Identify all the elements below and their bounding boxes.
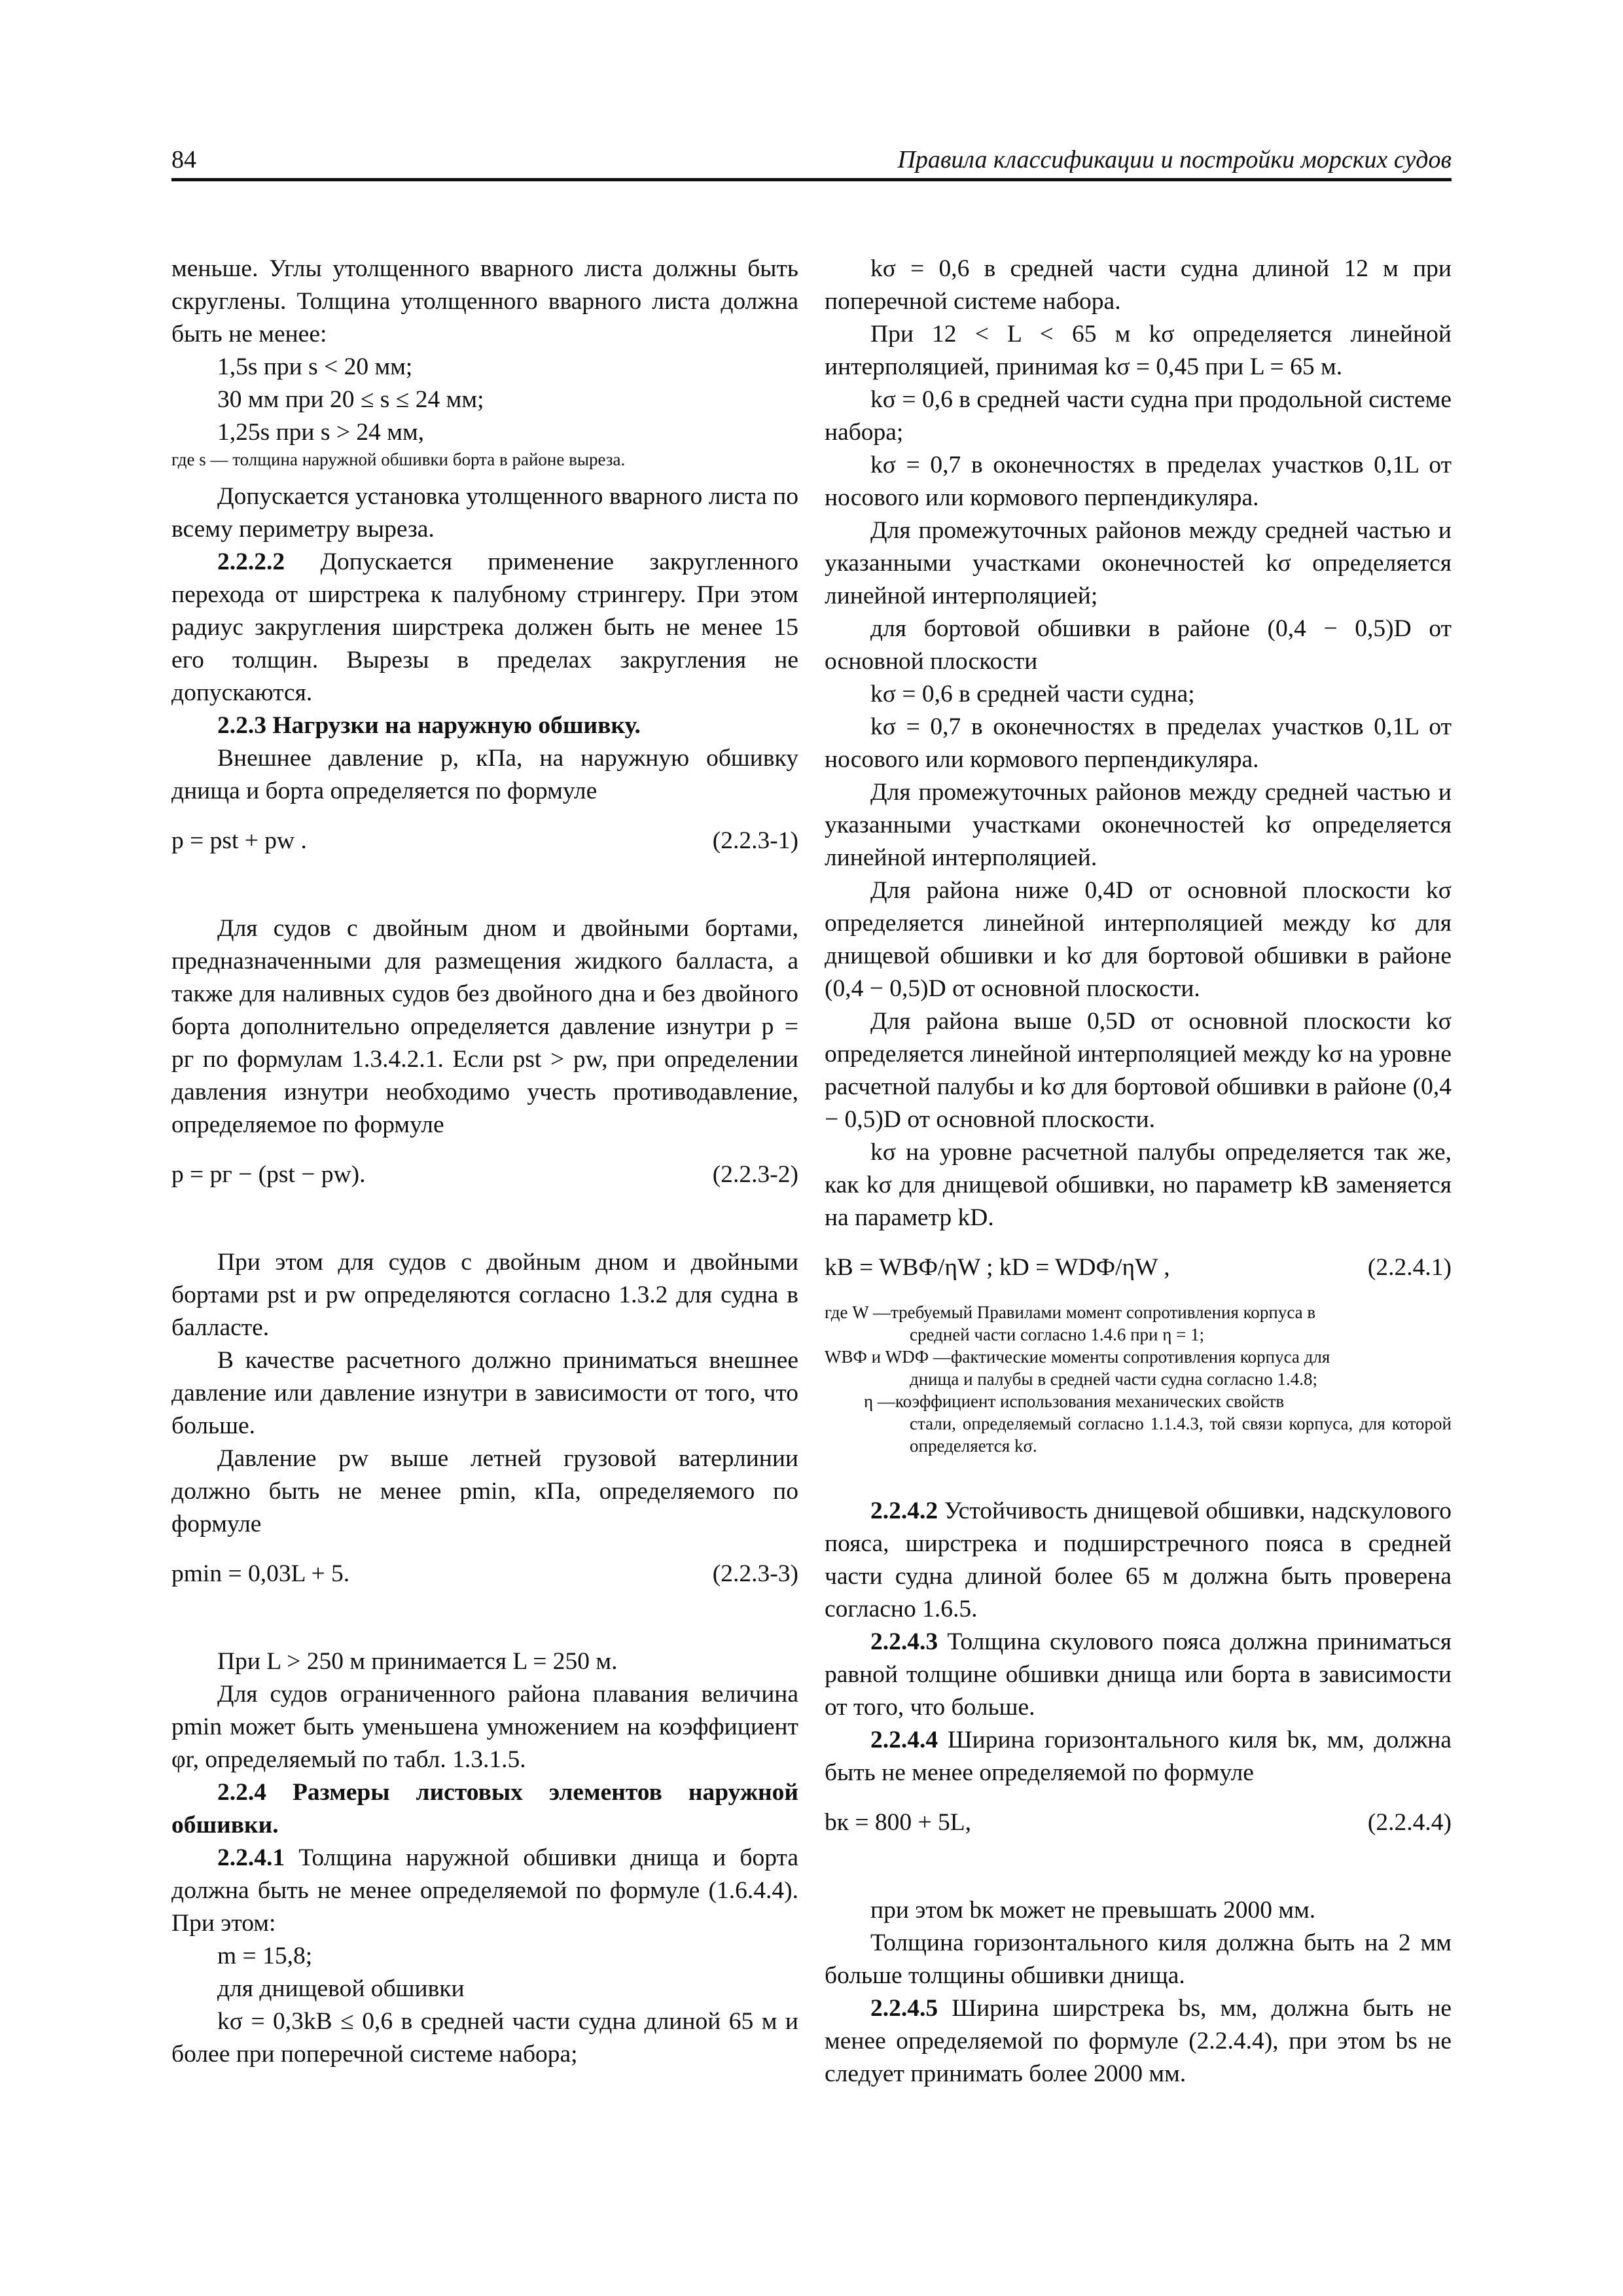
paragraph: Для промежуточных районов между средней частью и указанными участками оконечностей kσ определяется линейной интерполяцией;: [825, 517, 1452, 609]
paragraph: При L > 250 м принимается L = 250 м.: [217, 1648, 618, 1675]
paragraph: kσ = 0,3kB ≤ 0,6 в средней части судна длиной 65 м и более при поперечной системе набора;: [171, 2008, 798, 2068]
paragraph: 2.2.4.2 Устойчивость днищевой обшивки, надскулового пояса, ширстрека и подширстречного пояса в средней части судна длиной более 65 м должна быть проверена согласно 1.6.5.: [825, 1498, 1452, 1623]
note-row: [825, 1301, 1452, 1323]
paragraph: Толщина горизонтального киля должна быть на 2 мм больше толщины обшивки днища.: [825, 1929, 1452, 1989]
paragraph: kσ = 0,6 в средней части судна длиной 12 м при поперечной системе набора.: [825, 255, 1452, 315]
paragraph: меньше. Углы утолщенного вварного листа должны быть скруглены. Толщина утолщенного вварного листа должна быть не менее:: [171, 255, 798, 348]
page-number: 84: [171, 146, 196, 173]
formula-number: (2.2.4.4): [1367, 1809, 1452, 1836]
formula-expression: p = pst + pw .: [171, 827, 307, 854]
formula-number: (2.2.3-1): [712, 827, 798, 854]
section-heading: 2.2.4 Размеры листовых элементов наружной обшивки.: [171, 1779, 798, 1839]
list-item: 1,5s при s < 20 мм;: [217, 353, 413, 380]
paragraph: Для промежуточных районов между средней частью и указанными участками оконечностей kσ определяется линейной интерполяцией.: [825, 779, 1452, 871]
note-text: требуемый Правилами момент сопротивления корпуса в: [890, 1302, 1316, 1322]
running-title: Правила классификации и постройки морских судов: [897, 146, 1452, 173]
paragraph: kσ = 0,6 в средней части судна при продольной системе набора;: [825, 386, 1452, 446]
paragraph: Для судов ограниченного района плавания величина pmin может быть уменьшена умножением на коэффициент φr, определяемый по табл. 1.3.1.5.: [171, 1681, 798, 1773]
clause-number: 2.2.4.4: [870, 1727, 938, 1753]
note-text: фактические моменты сопротивления корпуса для: [950, 1347, 1330, 1367]
formula-expression: bк = 800 + 5L,: [825, 1809, 972, 1836]
formula-number: (2.2.3-3): [712, 1560, 798, 1587]
paragraph: 2.2.4.1 Толщина наружной обшивки днища и борта должна быть не менее определяемой по формуле (1.6.4.4). При этом:: [171, 1844, 798, 1937]
paragraph: При этом для судов с двойным дном и двойными бортами pst и pw определяются согласно 1.3.2 для судна в балласте.: [171, 1249, 798, 1341]
note-symbol: где W —: [825, 1302, 891, 1322]
note-text: стали, определяемый согласно 1.1.4.3, той связи корпуса, для которой определяется kσ.: [910, 1414, 1452, 1456]
formula: [171, 1158, 798, 1191]
formula-expression: pmin = 0,03L + 5.: [171, 1560, 350, 1587]
formula: [825, 1806, 1452, 1839]
page-header: [171, 137, 1452, 178]
paragraph: Внешнее давление p, кПа, на наружную обшивку днища и борта определяется по формуле: [171, 745, 798, 804]
note-symbol: WBФ и WDФ —: [825, 1347, 951, 1367]
paragraph: 2.2.4.4 Ширина горизонтального киля bк, мм, должна быть не менее определяемой по формуле: [825, 1727, 1452, 1786]
paragraph: В качестве расчетного должно приниматься внешнее давление или давление изнутри в зависимости от того, что больше.: [171, 1347, 798, 1439]
clause-number: 2.2.4.2: [870, 1498, 938, 1524]
formula-number: (2.2.3-2): [712, 1161, 798, 1188]
clause-number: 2.2.4.3: [870, 1628, 938, 1655]
formula-expression: p = pг − (pst − pw).: [171, 1161, 366, 1188]
note-row: [825, 1390, 1452, 1412]
paragraph: kσ = 0,7 в оконечностях в пределах участков 0,1L от носового или кормового перпендикуляра.: [825, 713, 1452, 773]
paragraph: 2.2.4.3 Толщина скулового пояса должна приниматься равной толщине обшивки днища или борта в зависимости от того, что больше.: [825, 1628, 1452, 1721]
formula: [171, 1558, 798, 1590]
paragraph: Допускается установка утолщенного вварного листа по всему периметру выреза.: [171, 483, 798, 543]
list-item: 30 мм при 20 ≤ s ≤ 24 мм;: [217, 386, 484, 413]
paragraph: kσ на уровне расчетной палубы определяется так же, как kσ для днищевой обшивки, но параметр kB заменяется на параметр kD.: [825, 1139, 1452, 1231]
right-column: [825, 253, 1452, 2090]
formula-number: (2.2.4.1): [1367, 1254, 1452, 1281]
clause-number: 2.2.2.2: [217, 548, 285, 575]
note-text: коэффициент использования механических свойств: [895, 1391, 1285, 1411]
paragraph: Для судов с двойным дном и двойными бортами, предназначенными для размещения жидкого балласта, а также для наливных судов без двойного дна и без двойного борта дополнительно определяется давление изнутри p = pг по формулам 1.3.4.2.1. Если pst > pw, при определении давления изнутри необходимо учесть противодавление, определяемое по формуле: [171, 915, 798, 1138]
paragraph: для бортовой обшивки в районе (0,4 − 0,5)D от основной плоскости: [825, 615, 1452, 675]
header-rule: [171, 178, 1452, 181]
formula: [825, 1251, 1452, 1284]
note-text: средней части согласно 1.4.6 при η = 1;: [910, 1325, 1205, 1344]
paragraph: При 12 < L < 65 м kσ определяется линейной интерполяцией, принимая kσ = 0,45 при L = 65 м.: [825, 321, 1452, 380]
note-symbol: η —: [864, 1391, 895, 1411]
clause-number: 2.2.4.5: [870, 1995, 938, 2022]
paragraph: Давление pw выше летней грузовой ватерлинии должно быть не менее pmin, кПа, определяемого по формуле: [171, 1445, 798, 1537]
clause-number: 2.2.4.1: [217, 1844, 285, 1871]
paragraph: kσ = 0,7 в оконечностях в пределах участков 0,1L от носового или кормового перпендикуляра.: [825, 452, 1452, 511]
section-heading: 2.2.3 Нагрузки на наружную обшивку.: [217, 712, 641, 739]
note-text: днища и палубы в средней части судна согласно 1.4.8;: [910, 1369, 1317, 1389]
footnote: где s — толщина наружной обшивки борта в районе выреза.: [171, 450, 626, 469]
left-column: [171, 253, 798, 2071]
formula-expression: kB = WBФ/ηW ; kD = WDФ/ηW ,: [825, 1254, 1170, 1281]
paragraph: 2.2.2.2 Допускается применение закругленного перехода от ширстрека к палубному стрингеру. При этом радиус закругления ширстрека должен быть не менее 15 его толщин. Вырезы в пределах закругления не допускаются.: [171, 548, 798, 706]
list-item: 1,25s при s > 24 мм,: [217, 419, 425, 446]
paragraph: Для района выше 0,5D от основной плоскости kσ определяется линейной интерполяцией между kσ на уровне расчетной палубы и kσ для бортовой обшивки в районе (0,4 − 0,5)D от основной плоскости.: [825, 1008, 1452, 1133]
note-row: [825, 1346, 1452, 1368]
paragraph: kσ = 0,6 в средней части судна;: [870, 681, 1195, 708]
formula: [171, 825, 798, 857]
paragraph: при этом bк может не превышать 2000 мм.: [870, 1897, 1316, 1924]
paragraph: m = 15,8;: [217, 1943, 313, 1969]
paragraph: для днищевой обшивки: [217, 1975, 465, 2002]
formula-notes: [825, 1301, 1452, 1457]
paragraph: Для района ниже 0,4D от основной плоскости kσ определяется линейной интерполяцией между kσ для днищевой обшивки и kσ для бортовой обшивки в районе (0,4 − 0,5)D от основной плоскости.: [825, 877, 1452, 1002]
paragraph: 2.2.4.5 Ширина ширстрека bs, мм, должна быть не менее определяемой по формуле (2.2.4.4), при этом bs не следует принимать более 2000 мм.: [825, 1995, 1452, 2087]
